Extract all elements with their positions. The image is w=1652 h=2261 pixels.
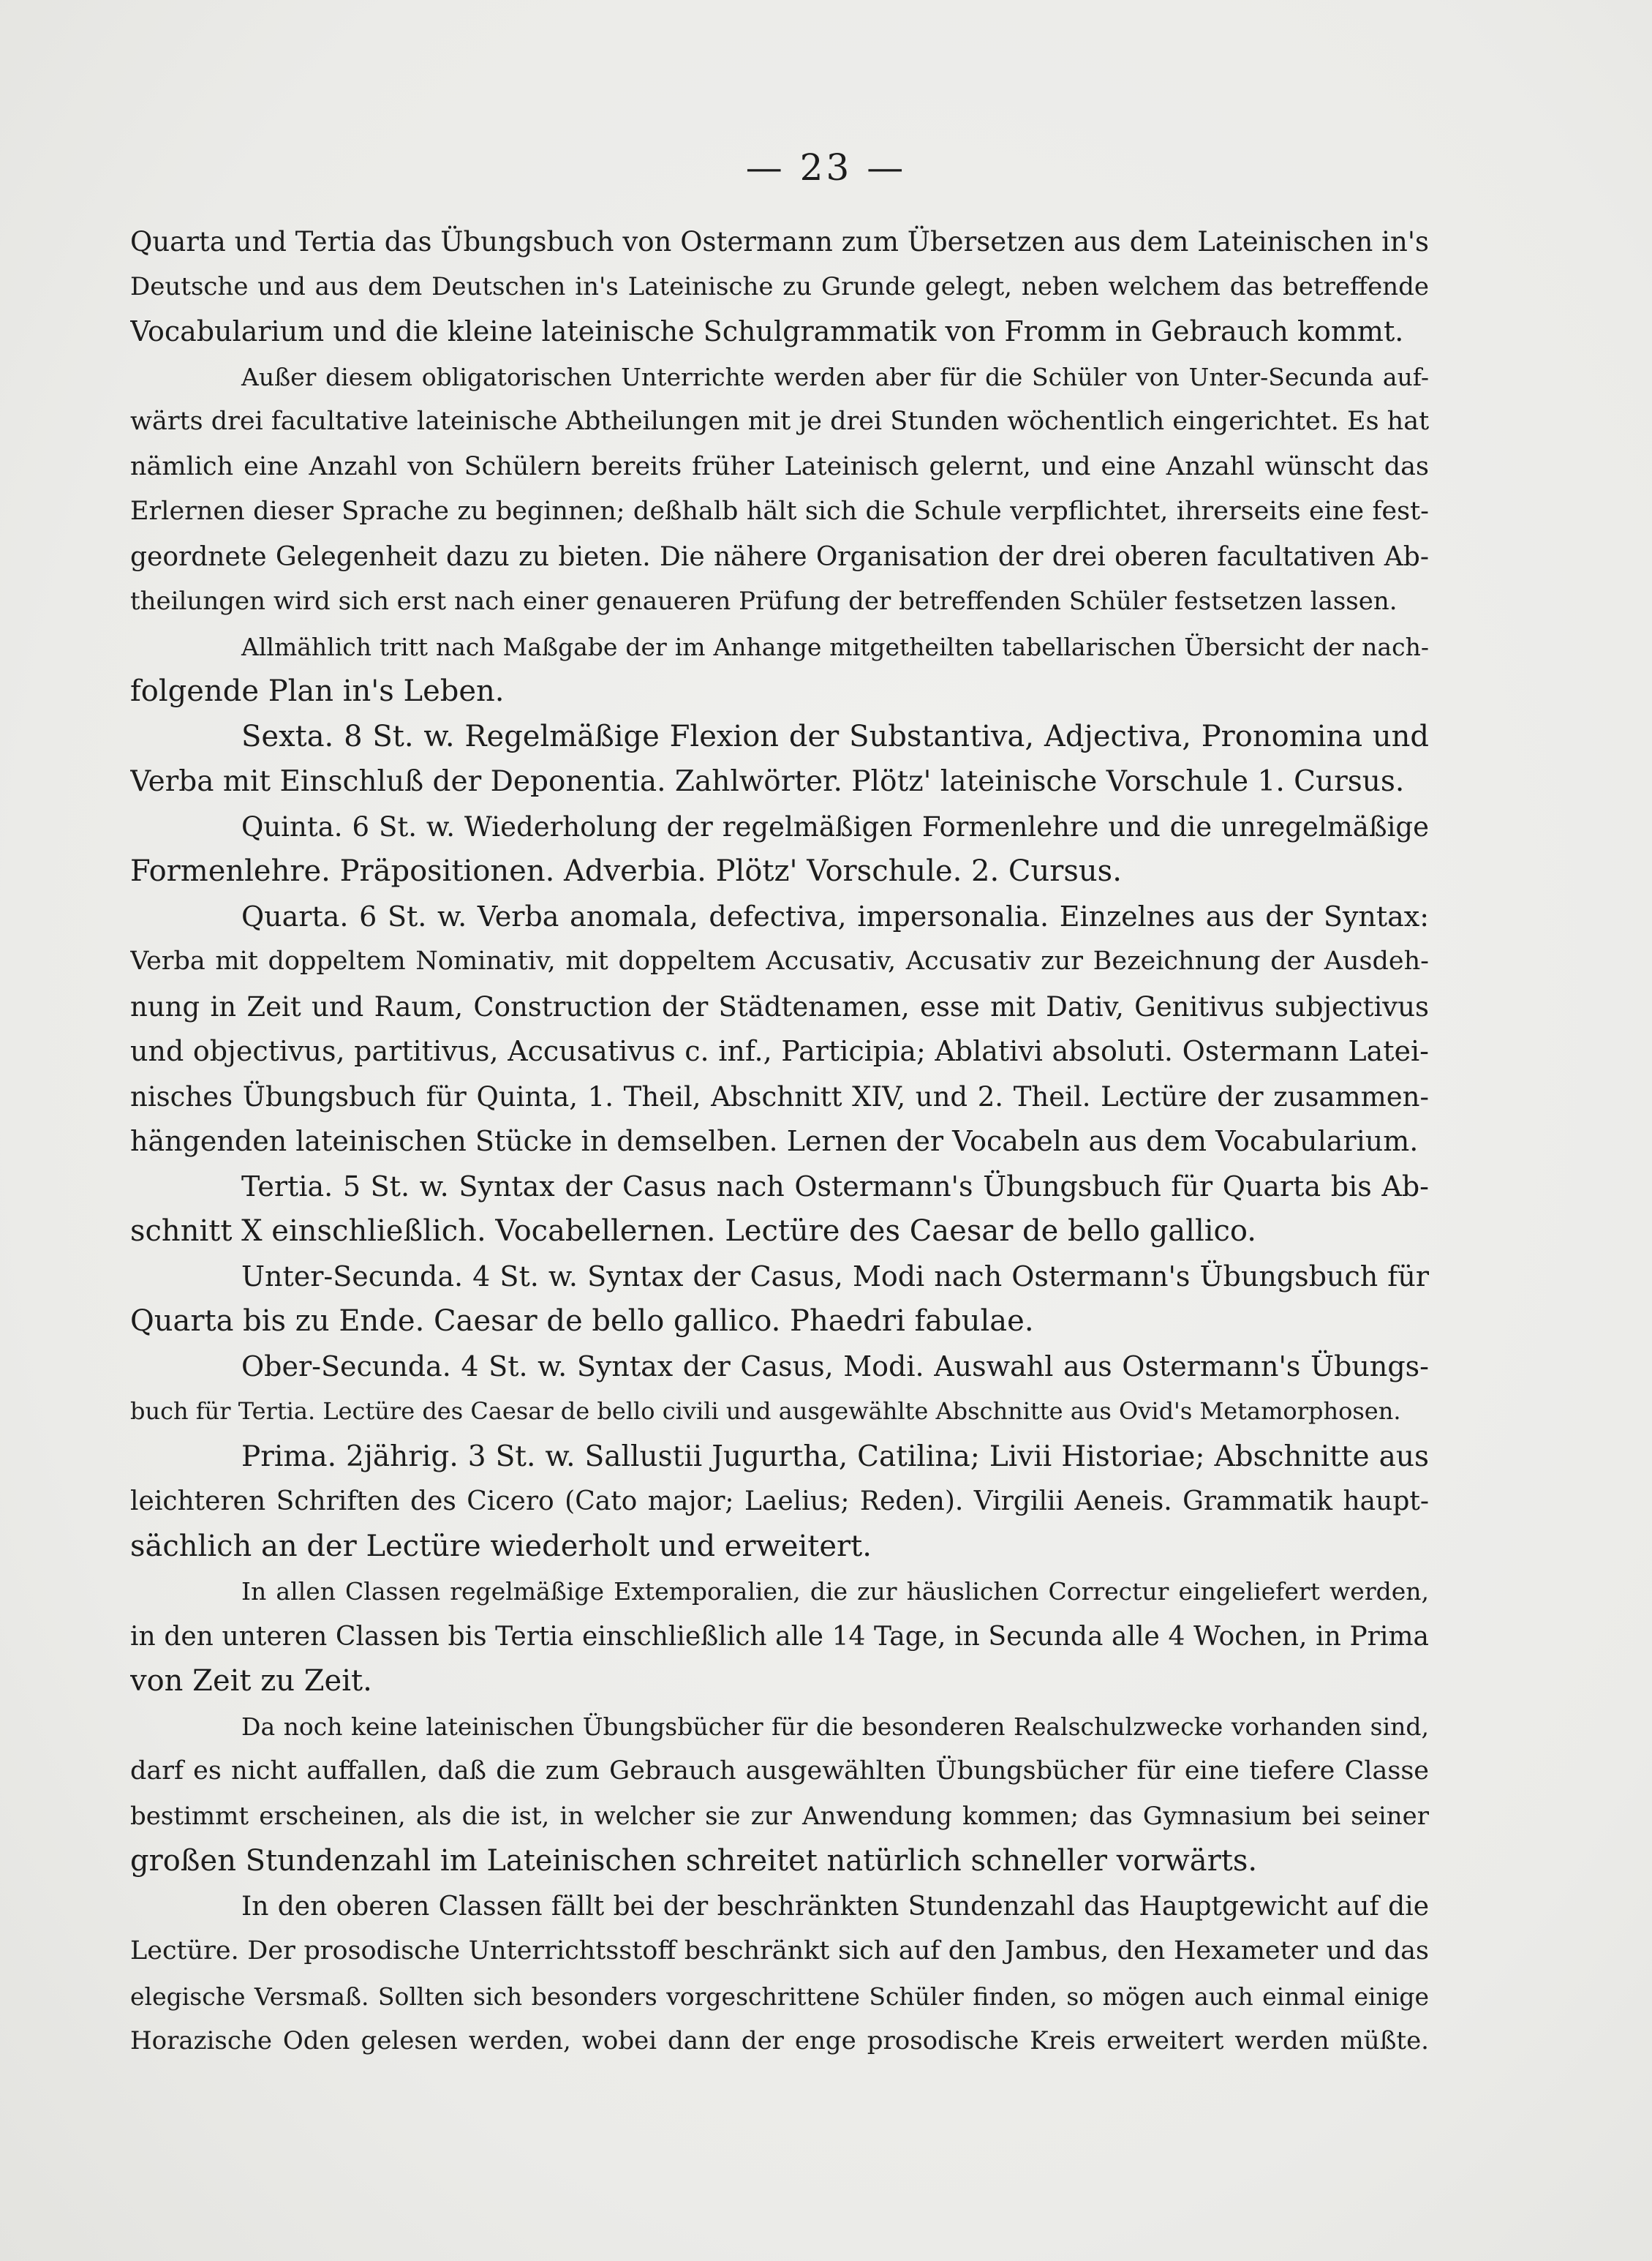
text-line: Außer diesem obligatorischen Unterrichte werden aber für die Schüler von Unter-Secunda auf- [241,362,1429,391]
text-line: Allmählich tritt nach Maßgabe der im Anhange mitgetheilten tabellarischen Übersicht der nach- [241,632,1429,661]
body-text [130,219,1429,2064]
text-line: leichteren Schriften des Cicero (Cato major; Laelius; Reden). Virgilii Aeneis. Grammatik haupt- [130,1486,1429,1516]
text-line: darf es nicht auffallen, daß die zum Gebrauch ausgewählten Übungsbücher für eine tiefere Classe [130,1756,1429,1786]
text-line: Quinta. 6 St. w. Wiederholung der regelmäßigen Formenlehre und die unregelmäßige [241,810,1429,843]
text-line: Unter-Secunda. 4 St. w. Syntax der Casus, Modi nach Ostermann's Übungsbuch für [241,1260,1429,1293]
text-line: bestimmt erscheinen, als die ist, in welcher sie zur Anwendung kommen; das Gymnasium bei seiner [130,1801,1429,1831]
text-line: Tertia. 5 St. w. Syntax der Casus nach Ostermann's Übungsbuch für Quarta bis Ab- [241,1170,1429,1203]
text-line: Sexta. 8 St. w. Regelmäßige Flexion der Substantiva, Adjectiva, Pronomina und [241,719,1429,753]
text-line: In allen Classen regelmäßige Extemporalien, die zur häuslichen Correctur eingeliefert werden, [241,1577,1429,1606]
text-line: und objectivus, partitivus, Accusativus c. inf., Participia; Ablativi absoluti. Ostermann Latei- [130,1035,1429,1067]
text-line: hängenden lateinischen Stücke in demselben. Lernen der Vocabeln aus dem Vocabularium. [130,1125,1419,1157]
page-number: — 23 — [745,146,907,189]
text-line: Formenlehre. Präpositionen. Adverbia. Plötz' Vorschule. 2. Cursus. [130,854,1122,888]
text-line: nung in Zeit und Raum, Construction der Städtenamen, esse mit Dativ, Genitivus subjectivus [130,990,1429,1023]
text-line: schnitt X einschließlich. Vocabellernen. Lectüre des Caesar de bello gallico. [130,1214,1257,1248]
text-line: elegische Versmaß. Sollten sich besonders vorgeschrittene Schüler finden, so mögen auch einmal einige [130,1982,1429,2011]
text-line: theilungen wird sich erst nach einer genaueren Prüfung der betreffenden Schüler festsetzen lassen. [130,587,1398,616]
text-line: wärts drei facultative lateinische Abtheilungen mit je drei Stunden wöchentlich eingerichtet. Es hat [130,407,1429,436]
text-line: Deutsche und aus dem Deutschen in's Lateinische zu Grunde gelegt, neben welchem das betreffende [130,271,1429,301]
text-line: Verba mit doppeltem Nominativ, mit doppeltem Accusativ, Accusativ zur Bezeichnung der Ausdeh- [130,947,1429,976]
text-line: nämlich eine Anzahl von Schülern bereits früher Lateinisch gelernt, und eine Anzahl wünscht das [130,451,1429,481]
text-line: in den unteren Classen bis Tertia einschließlich alle 14 Tage, in Secunda alle 4 Wochen, in Prima [130,1621,1429,1652]
text-line: Vocabularium und die kleine lateinische Schulgrammatik von Fromm in Gebrauch kommt. [130,315,1404,347]
text-line: Da noch keine lateinischen Übungsbücher für die besonderen Realschulzwecke vorhanden sind, [241,1712,1429,1741]
text-line: von Zeit zu Zeit. [130,1664,372,1698]
text-line: großen Stundenzahl im Lateinischen schreitet natürlich schneller vorwärts. [130,1844,1258,1878]
text-line: Quarta und Tertia das Übungsbuch von Ostermann zum Übersetzen aus dem Lateinischen in's [130,226,1429,257]
text-line: Lectüre. Der prosodische Unterrichtsstoff beschränkt sich auf den Jambus, den Hexameter und das [130,1936,1429,1965]
text-line: nisches Übungsbuch für Quinta, 1. Theil, Abschnitt XIV, und 2. Theil. Lectüre der zusammen- [130,1080,1429,1113]
text-line: folgende Plan in's Leben. [130,674,505,708]
text-line: Ober-Secunda. 4 St. w. Syntax der Casus, Modi. Auswahl aus Ostermann's Übungs- [241,1350,1429,1382]
text-line: Quarta. 6 St. w. Verba anomala, defectiva, impersonalia. Einzelnes aus der Syntax: [241,900,1429,933]
text-line: Quarta bis zu Ende. Caesar de bello gallico. Phaedri fabulae. [130,1304,1034,1338]
text-line: Erlernen dieser Sprache zu beginnen; deßhalb hält sich die Schule verpflichtet, ihrerseits eine fest- [130,497,1429,526]
text-line: In den oberen Classen fällt bei der beschränkten Stundenzahl das Hauptgewicht auf die [241,1891,1429,1922]
text-line: geordnete Gelegenheit dazu zu bieten. Die nähere Organisation der drei oberen facultativen Ab- [130,541,1429,572]
text-line: buch für Tertia. Lectüre des Caesar de bello civili und ausgewählte Abschnitte aus Ovid's Metamorphosen. [130,1397,1401,1425]
text-line: Verba mit Einschluß der Deponentia. Zahlwörter. Plötz' lateinische Vorschule 1. Cursus. [130,765,1405,798]
text-line: Prima. 2jährig. 3 St. w. Sallustii Jugurtha, Catilina; Livii Historiae; Abschnitte aus [241,1440,1429,1473]
text-line: Horazische Oden gelesen werden, wobei dann der enge prosodische Kreis erweitert werden müßte. [130,2026,1429,2055]
text-line: sächlich an der Lectüre wiederholt und erweitert. [130,1529,872,1563]
